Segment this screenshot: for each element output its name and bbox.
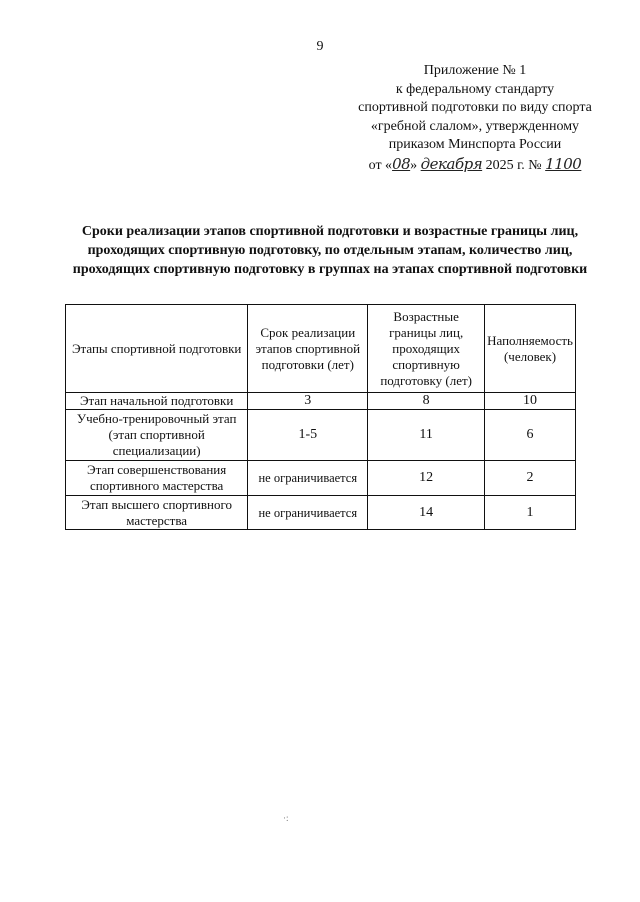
table-header: Срок реализации этапов спортивной подготовки (лет) (248, 305, 368, 393)
table-header-row (66, 305, 576, 393)
appendix-line: спортивной подготовки по виду спорта (358, 100, 592, 115)
table-cell: 8 (368, 393, 485, 410)
stages-table (65, 304, 576, 530)
table-row (66, 461, 576, 496)
table-cell: 1 (485, 496, 576, 530)
appendix-block (340, 62, 610, 175)
table-cell: 12 (368, 461, 485, 496)
table-cell: Учебно-тренировочный этап (этап спортивной специализации) (66, 410, 248, 461)
table-cell: не ограничивается (248, 496, 368, 530)
table-cell: 11 (368, 410, 485, 461)
order-day: 08 (392, 154, 411, 173)
table-header: Этапы спортивной подготовки (66, 305, 248, 393)
order-number: 1100 (545, 154, 582, 173)
order-year: 2025 г. № (485, 157, 542, 173)
table-row (66, 410, 576, 461)
table-cell: 3 (248, 393, 368, 410)
appendix-line: Приложение № 1 (423, 63, 527, 78)
appendix-line: приказом Минспорта России (388, 137, 562, 152)
table-cell: 10 (485, 393, 576, 410)
table-cell: 6 (485, 410, 576, 461)
date-prefix: от « (368, 157, 393, 173)
order-date-line (340, 155, 610, 176)
table-cell: 2 (485, 461, 576, 496)
table-cell: 1-5 (248, 410, 368, 461)
document-title: Сроки реализации этапов спортивной подготовки и возрастные границы лиц, проходящих спортивную подготовку, по отдельным этапам, количество лиц, проходящих спортивную подготовку в группах на этапах спортивной подготовки (72, 224, 588, 277)
date-mid: » (410, 157, 418, 173)
appendix-line: «гребной слалом», утвержденному (370, 118, 580, 134)
appendix-line: к федеральному стандарту (395, 81, 555, 97)
table-row (66, 496, 576, 530)
order-month: декабря (420, 154, 483, 173)
table-cell: не ограничивается (248, 461, 368, 496)
table-cell: Этап высшего спортивного мастерства (66, 496, 248, 530)
table-cell: Этап начальной подготовки (66, 393, 248, 410)
table-cell: 14 (368, 496, 485, 530)
table-header: Наполняемость (человек) (485, 305, 576, 393)
table-header: Возрастные границы лиц, проходящих спортивную подготовку (лет) (368, 305, 485, 393)
page-number: 9 (316, 39, 324, 54)
scan-speck: ·: (283, 813, 289, 823)
table-cell: Этап совершенствования спортивного мастерства (66, 461, 248, 496)
table-row (66, 393, 576, 410)
